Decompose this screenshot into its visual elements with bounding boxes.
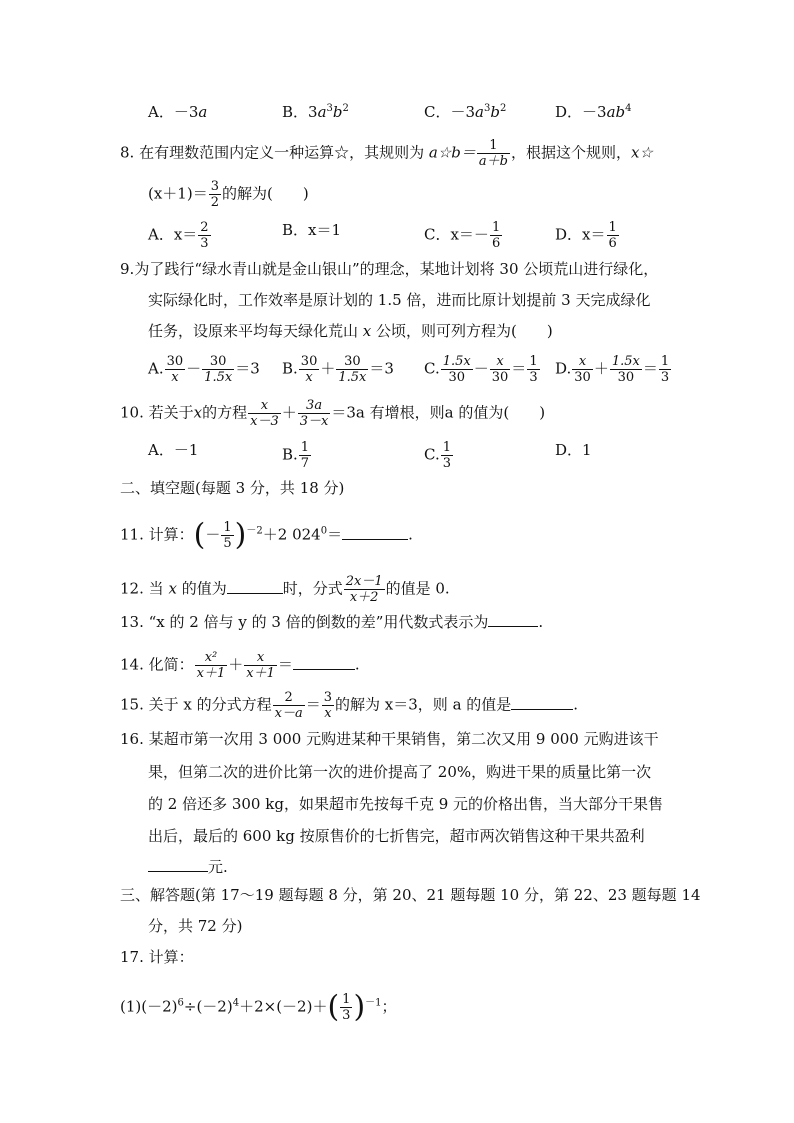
q9-stem-line2: 实际绿化时，工作效率是原计划的 1.5 倍，进而比原计划提前 3 天完成绿化 (148, 291, 651, 309)
q10-option-a[interactable]: A．－1 (148, 441, 199, 459)
q9-option-a[interactable]: A. $\frac{30}{x}$ － $\frac{30}{1.5x}$ ＝3 (148, 354, 260, 385)
q7-option-b[interactable]: B．$3a^3b^2$ (282, 103, 349, 121)
q16-answer-blank[interactable] (148, 857, 208, 872)
q16-line4: 出后，最后的 600 kg 按原售价的七折售完，超市两次销售这种干果共盈利 (148, 827, 645, 845)
q12: 12. 当 x 的值为 时，分式 $\frac{2x-1}{x+2}$ 的值是 0. (120, 574, 450, 605)
q10-option-d[interactable]: D．1 (555, 441, 592, 459)
q13-answer-blank[interactable] (488, 612, 538, 627)
q8-stem-line1: 8. 在有理数范围内定义一种运算☆，其规则为 a☆b＝ $\frac{1}{a+b}$ ，根据这个规则，x☆ (120, 138, 653, 169)
q17-stem: 17. 计算： (120, 948, 194, 966)
section-3-heading-line1: 三、解答题(第 17～19 题每题 8 分，第 20、21 题每题 10 分，第 22、23 题每题 14 (120, 886, 701, 904)
q14: 14. 化简： $\frac{\text{x²}}{x+1}$ ＋ $\frac{x}{x+1}$ ＝ . (120, 650, 360, 681)
q9-option-d[interactable]: D. $\frac{x}{30}$ ＋ $\frac{1.5x}{30}$ ＝ $\frac{1}{3}$ (555, 354, 670, 385)
q11: 11. 计算：(－ $\frac{1}{5}$ )$^{-2}$＋2 $024^0=$ . (120, 517, 413, 553)
q8-option-b[interactable]: B．x＝1 (282, 221, 342, 239)
q16-line3: 的 2 倍还多 300 kg，如果超市先按每千克 9 元的价格出售，当大部分干果售 (148, 795, 664, 813)
q11-answer-blank[interactable] (342, 525, 408, 540)
q14-answer-blank[interactable] (293, 655, 355, 670)
section-3-heading-line2: 分，共 72 分) (148, 917, 243, 935)
q13: 13. “x 的 2 倍与 y 的 3 倍的倒数的差”用代数式表示为 . (120, 613, 544, 631)
q16-line2: 果，但第二次的进价比第一次的进价提高了 20%，购进干果的质量比第一次 (148, 763, 652, 781)
q7-option-c[interactable]: C．$-3a^3b^2$ (424, 103, 507, 121)
q8-option-a[interactable]: A．x＝ $\frac{2}{3}$ (148, 220, 209, 251)
q10-options (0, 440, 794, 470)
q9-stem-line1: 9.为了践行“绿水青山就是金山银山”的理念，某地计划将 30 公顷荒山进行绿化， (120, 260, 659, 278)
q8-stem-line2: (x＋1)＝ $\frac{3}{2}$ 的解为( ) (148, 179, 309, 210)
q8-options (0, 220, 794, 251)
q7-option-d[interactable]: D．$-3ab^4$ (555, 103, 632, 121)
q9-option-b[interactable]: B. $\frac{30}{x}$ ＋ $\frac{30}{1.5x}$ ＝3 (282, 354, 394, 385)
q15-answer-blank[interactable] (511, 695, 573, 710)
q10-stem: 10. 若关于x的方程 $\frac{x}{x-3}$ ＋ $\frac{3a}{3-x}$ ＝3a 有增根，则a 的值为( ) (120, 398, 546, 429)
q16-line1: 16. 某超市第一次用 3 000 元购进某种干果销售，第二次又用 9 000 元购进该干 (120, 730, 659, 748)
section-2-heading: 二、填空题(每题 3 分，共 18 分) (120, 479, 345, 497)
q7-option-a[interactable]: A．－3a (148, 103, 208, 121)
q9-option-c[interactable]: C. $\frac{1.5x}{30}$ － $\frac{x}{30}$ ＝ $\frac{1}{3}$ (424, 354, 538, 385)
q10-option-c[interactable]: C. $\frac{1}{3}$ (424, 440, 451, 471)
q9-stem-line3: 任务，设原来平均每天绿化荒山 x 公顷，则可列方程为( ) (148, 322, 553, 340)
q10-option-b[interactable]: B. $\frac{1}{7}$ (282, 440, 310, 471)
q8-fraction: $\frac{3}{2}$ (210, 179, 219, 210)
q15: 15. 关于 x 的分式方程 $\frac{2}{x-a}$ ＝ $\frac{3}{x}$ 的解为 x＝3，则 a 的值是 . (120, 690, 579, 721)
q17-part1: $(1)(-2)^6\div(-2)^4+2\times(-2)+$( $\frac{1}{3}$ )$^{-1}$； (120, 989, 397, 1025)
q8-option-c[interactable]: C．x＝－ $\frac{1}{6}$ (424, 220, 501, 251)
q8-rule-fraction: $\frac{1}{a+b}$ (478, 138, 508, 169)
q7-options (0, 102, 794, 122)
q8-option-d[interactable]: D．x＝ $\frac{1}{6}$ (555, 220, 617, 251)
q12-answer-blank[interactable] (227, 579, 283, 594)
q9-options (0, 354, 794, 386)
q16-line5: 元. (148, 857, 228, 877)
